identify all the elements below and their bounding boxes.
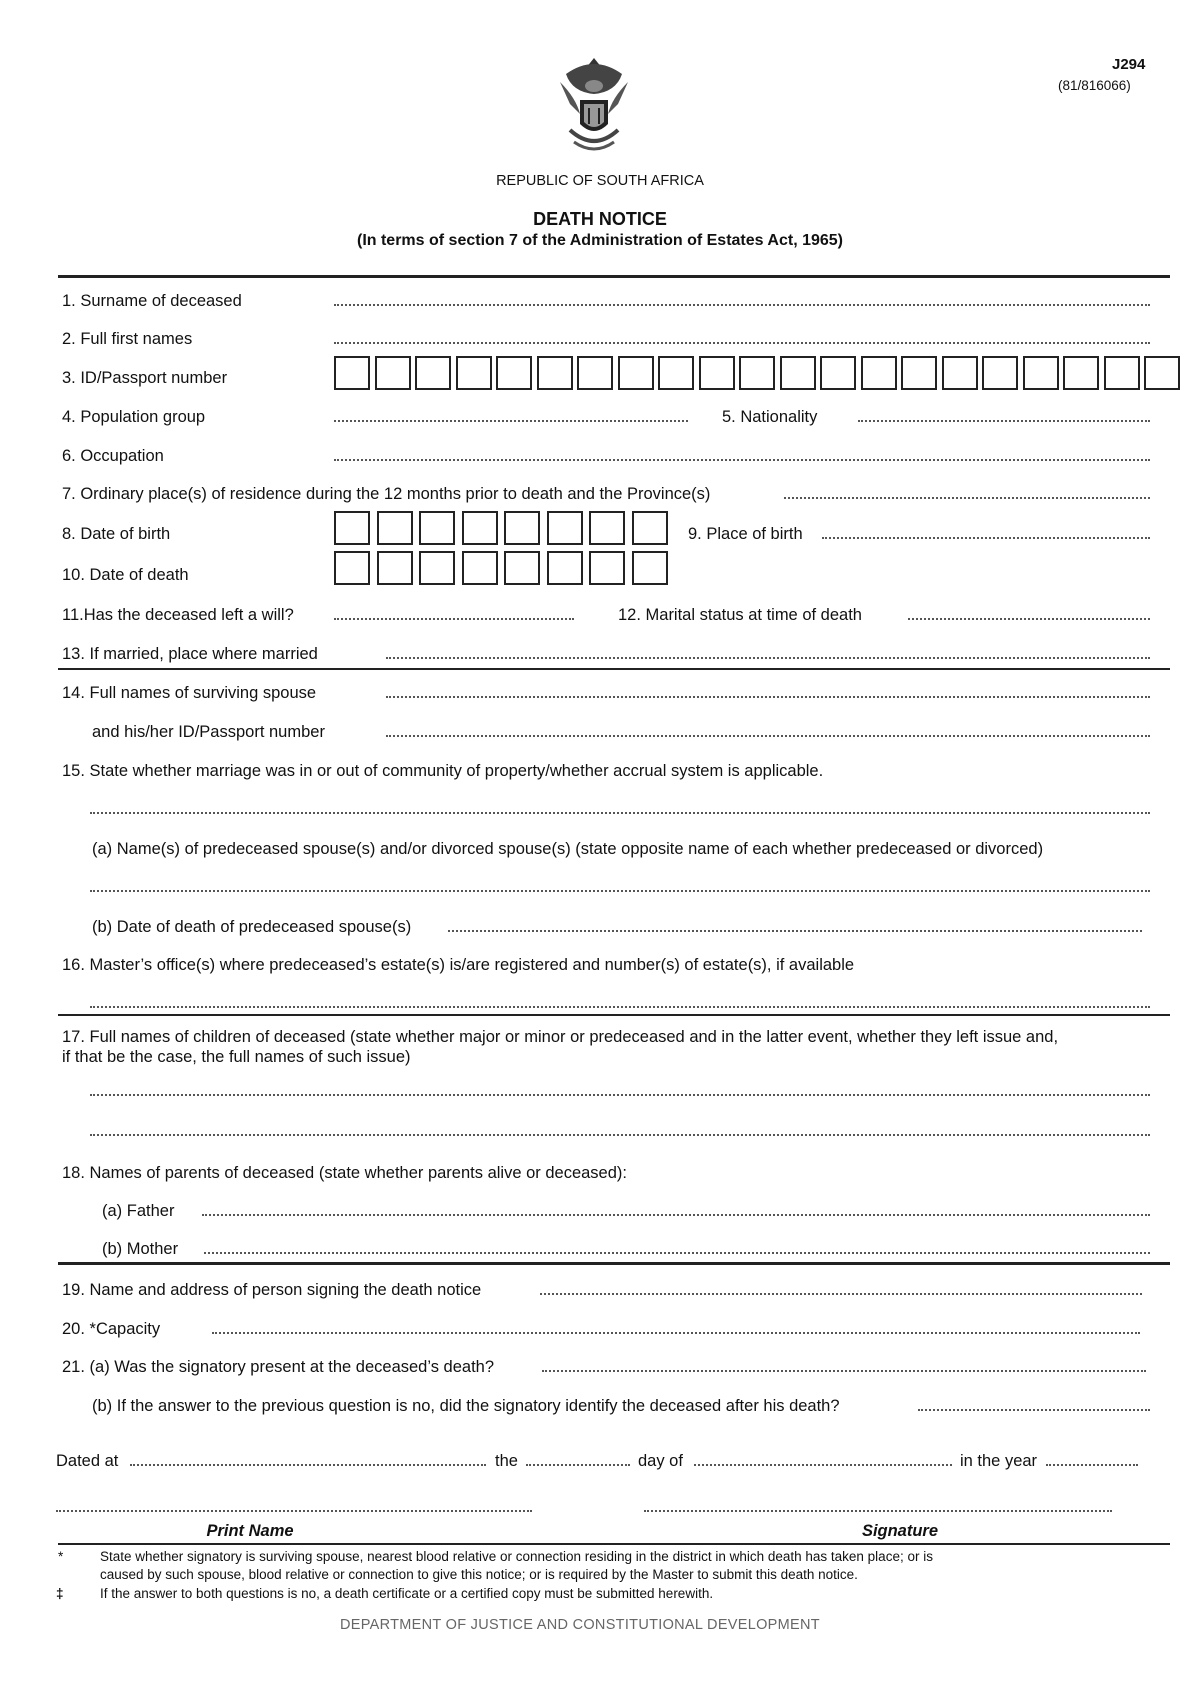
field-label-father: (a) Father xyxy=(102,1202,175,1220)
field-label-nationality: 5. Nationality xyxy=(722,408,818,426)
capacity-input-line[interactable] xyxy=(212,1326,1140,1334)
children-input-line[interactable] xyxy=(90,1088,1150,1096)
day-input-line[interactable] xyxy=(526,1458,630,1466)
date-digit-box[interactable] xyxy=(547,511,583,545)
signature-label: Signature xyxy=(861,1522,939,1540)
field-label-children: 17. Full names of children of deceased (state whether major or minor or predeceased and in the latter event, whether they left issue and, xyxy=(62,1028,1059,1046)
date-digit-box[interactable] xyxy=(334,511,370,545)
footnote-star-text-cont: caused by such spouse, blood relative or connection to give this notice; or is required by the Master to submit this death notice. xyxy=(100,1567,858,1582)
field-label-occupation: 6. Occupation xyxy=(62,447,164,465)
country-name: REPUBLIC OF SOUTH AFRICA xyxy=(496,173,704,189)
date-digit-box[interactable] xyxy=(419,511,455,545)
the-label: the xyxy=(495,1452,518,1470)
field-label-signatory: 19. Name and address of person signing the death notice xyxy=(62,1281,482,1299)
children-input-line[interactable] xyxy=(90,1128,1150,1136)
month-input-line[interactable] xyxy=(694,1458,952,1466)
form-code: J294 xyxy=(1112,56,1146,73)
field-label-predeceased-death-date: (b) Date of death of predeceased spouse(s) xyxy=(92,918,412,936)
id-digit-box[interactable] xyxy=(496,356,532,390)
id-digit-box[interactable] xyxy=(334,356,370,390)
department-footer: DEPARTMENT OF JUSTICE AND CONSTITUTIONAL DEVELOPMENT xyxy=(340,1617,820,1633)
id-digit-box[interactable] xyxy=(1023,356,1059,390)
year-input-line[interactable] xyxy=(1046,1458,1138,1466)
signature-input-line[interactable] xyxy=(644,1504,1112,1512)
id-digit-box[interactable] xyxy=(982,356,1018,390)
field-label-first-names: 2. Full first names xyxy=(62,330,193,348)
father-input-line[interactable] xyxy=(202,1208,1150,1216)
signatory-input-line[interactable] xyxy=(540,1287,1142,1295)
place-married-input-line[interactable] xyxy=(386,651,1150,659)
marriage-property-input-line[interactable] xyxy=(90,806,1150,814)
masters-office-input-line[interactable] xyxy=(90,1000,1150,1008)
day-of-label: day of xyxy=(638,1452,683,1470)
population-group-input-line[interactable] xyxy=(334,414,688,422)
field-label-children-cont: if that be the case, the full names of such issue) xyxy=(62,1048,411,1066)
id-digit-box[interactable] xyxy=(1104,356,1140,390)
id-digit-box[interactable] xyxy=(618,356,654,390)
date-digit-box[interactable] xyxy=(589,511,625,545)
date-digit-box[interactable] xyxy=(462,551,498,585)
page-subtitle: (In terms of section 7 of the Administration of Estates Act, 1965) xyxy=(356,232,843,249)
date-digit-box[interactable] xyxy=(632,551,668,585)
field-label-place-of-birth: 9. Place of birth xyxy=(688,525,803,543)
signatory-identified-input-line[interactable] xyxy=(918,1403,1150,1411)
field-label-residence: 7. Ordinary place(s) of residence during the 12 months prior to death and the Province(s) xyxy=(62,485,711,503)
date-digit-box[interactable] xyxy=(504,551,540,585)
field-label-marital-status: 12. Marital status at time of death xyxy=(618,606,862,624)
field-label-signatory-identified: (b) If the answer to the previous question is no, did the signatory identify the deceased after his death? xyxy=(92,1397,840,1415)
id-digit-box[interactable] xyxy=(820,356,856,390)
id-digit-box[interactable] xyxy=(780,356,816,390)
date-digit-box[interactable] xyxy=(547,551,583,585)
id-digit-box[interactable] xyxy=(456,356,492,390)
in-the-year-label: in the year xyxy=(960,1452,1038,1470)
marital-status-input-line[interactable] xyxy=(908,612,1150,620)
mother-input-line[interactable] xyxy=(204,1246,1150,1254)
date-digit-box[interactable] xyxy=(377,551,413,585)
residence-input-line[interactable] xyxy=(784,491,1150,499)
divider xyxy=(58,275,1170,278)
footnote-star-mark: * xyxy=(58,1549,64,1564)
date-digit-box[interactable] xyxy=(377,511,413,545)
page-title: DEATH NOTICE xyxy=(533,209,667,229)
date-digit-box[interactable] xyxy=(462,511,498,545)
field-label-population-group: 4. Population group xyxy=(62,408,206,426)
footnote-star-text: State whether signatory is surviving spouse, nearest blood relative or connection residing in the district in which death has taken place; or is xyxy=(100,1549,933,1564)
date-digit-box[interactable] xyxy=(419,551,455,585)
dated-at-input-line[interactable] xyxy=(130,1458,486,1466)
field-label-will: 11.Has the deceased left a will? xyxy=(62,606,294,624)
divider xyxy=(58,668,1170,670)
spouse-id-input-line[interactable] xyxy=(386,729,1150,737)
id-digit-box[interactable] xyxy=(1063,356,1099,390)
will-input-line[interactable] xyxy=(334,612,574,620)
field-label-place-married: 13. If married, place where married xyxy=(62,645,318,663)
id-digit-box[interactable] xyxy=(739,356,775,390)
divider xyxy=(58,1014,1170,1016)
divider xyxy=(58,1543,1170,1545)
divider xyxy=(58,1262,1170,1265)
field-label-predeceased-spouses: (a) Name(s) of predeceased spouse(s) and/or divorced spouse(s) (state opposite name of each whether predeceased or divorced) xyxy=(92,840,1044,858)
field-label-date-of-death: 10. Date of death xyxy=(62,566,189,584)
id-digit-box[interactable] xyxy=(942,356,978,390)
print-name-input-line[interactable] xyxy=(56,1504,532,1512)
field-label-masters-office: 16. Master’s office(s) where predeceased’s estate(s) is/are registered and number(s) of estate(s), if available xyxy=(62,956,855,974)
predeceased-spouses-input-line[interactable] xyxy=(90,884,1150,892)
id-digit-box[interactable] xyxy=(901,356,937,390)
signatory-present-input-line[interactable] xyxy=(542,1364,1146,1372)
date-digit-box[interactable] xyxy=(589,551,625,585)
footnote-dagger-mark: ‡ xyxy=(56,1586,64,1601)
occupation-input-line[interactable] xyxy=(334,453,1150,461)
id-digit-box[interactable] xyxy=(699,356,735,390)
field-label-mother: (b) Mother xyxy=(102,1240,179,1258)
field-label-surname: 1. Surname of deceased xyxy=(62,292,242,310)
predeceased-death-date-input-line[interactable] xyxy=(448,924,1142,932)
form-reference: (81/816066) xyxy=(1058,78,1131,93)
id-digit-box[interactable] xyxy=(577,356,613,390)
coat-of-arms-emblem xyxy=(556,52,632,162)
id-digit-box[interactable] xyxy=(1144,356,1180,390)
field-label-id-number: 3. ID/Passport number xyxy=(62,369,228,387)
date-digit-box[interactable] xyxy=(504,511,540,545)
field-label-marriage-property: 15. State whether marriage was in or out of community of property/whether accrual system is applicable. xyxy=(62,762,824,780)
date-digit-box[interactable] xyxy=(632,511,668,545)
first-names-input-line[interactable] xyxy=(334,336,1150,344)
id-digit-box[interactable] xyxy=(537,356,573,390)
field-label-surviving-spouse: 14. Full names of surviving spouse xyxy=(62,684,317,702)
id-digit-box[interactable] xyxy=(861,356,897,390)
field-label-parents: 18. Names of parents of deceased (state whether parents alive or deceased): xyxy=(62,1164,627,1182)
field-label-signatory-present: 21. (a) Was the signatory present at the deceased’s death? xyxy=(62,1358,495,1376)
footnote-dagger-text: If the answer to both questions is no, a death certificate or a certified copy must be submitted herewith. xyxy=(100,1586,714,1601)
print-name-label: Print Name xyxy=(206,1522,294,1540)
surviving-spouse-input-line[interactable] xyxy=(386,690,1150,698)
date-digit-box[interactable] xyxy=(334,551,370,585)
place-of-birth-input-line[interactable] xyxy=(822,531,1150,539)
id-digit-box[interactable] xyxy=(415,356,451,390)
dated-at-label: Dated at xyxy=(56,1452,119,1470)
field-label-date-of-birth: 8. Date of birth xyxy=(62,525,171,543)
field-label-capacity: 20. *Capacity xyxy=(62,1320,161,1338)
surname-input-line[interactable] xyxy=(334,298,1150,306)
field-label-spouse-id: and his/her ID/Passport number xyxy=(92,723,325,741)
id-digit-box[interactable] xyxy=(375,356,411,390)
id-digit-box[interactable] xyxy=(658,356,694,390)
nationality-input-line[interactable] xyxy=(858,414,1150,422)
